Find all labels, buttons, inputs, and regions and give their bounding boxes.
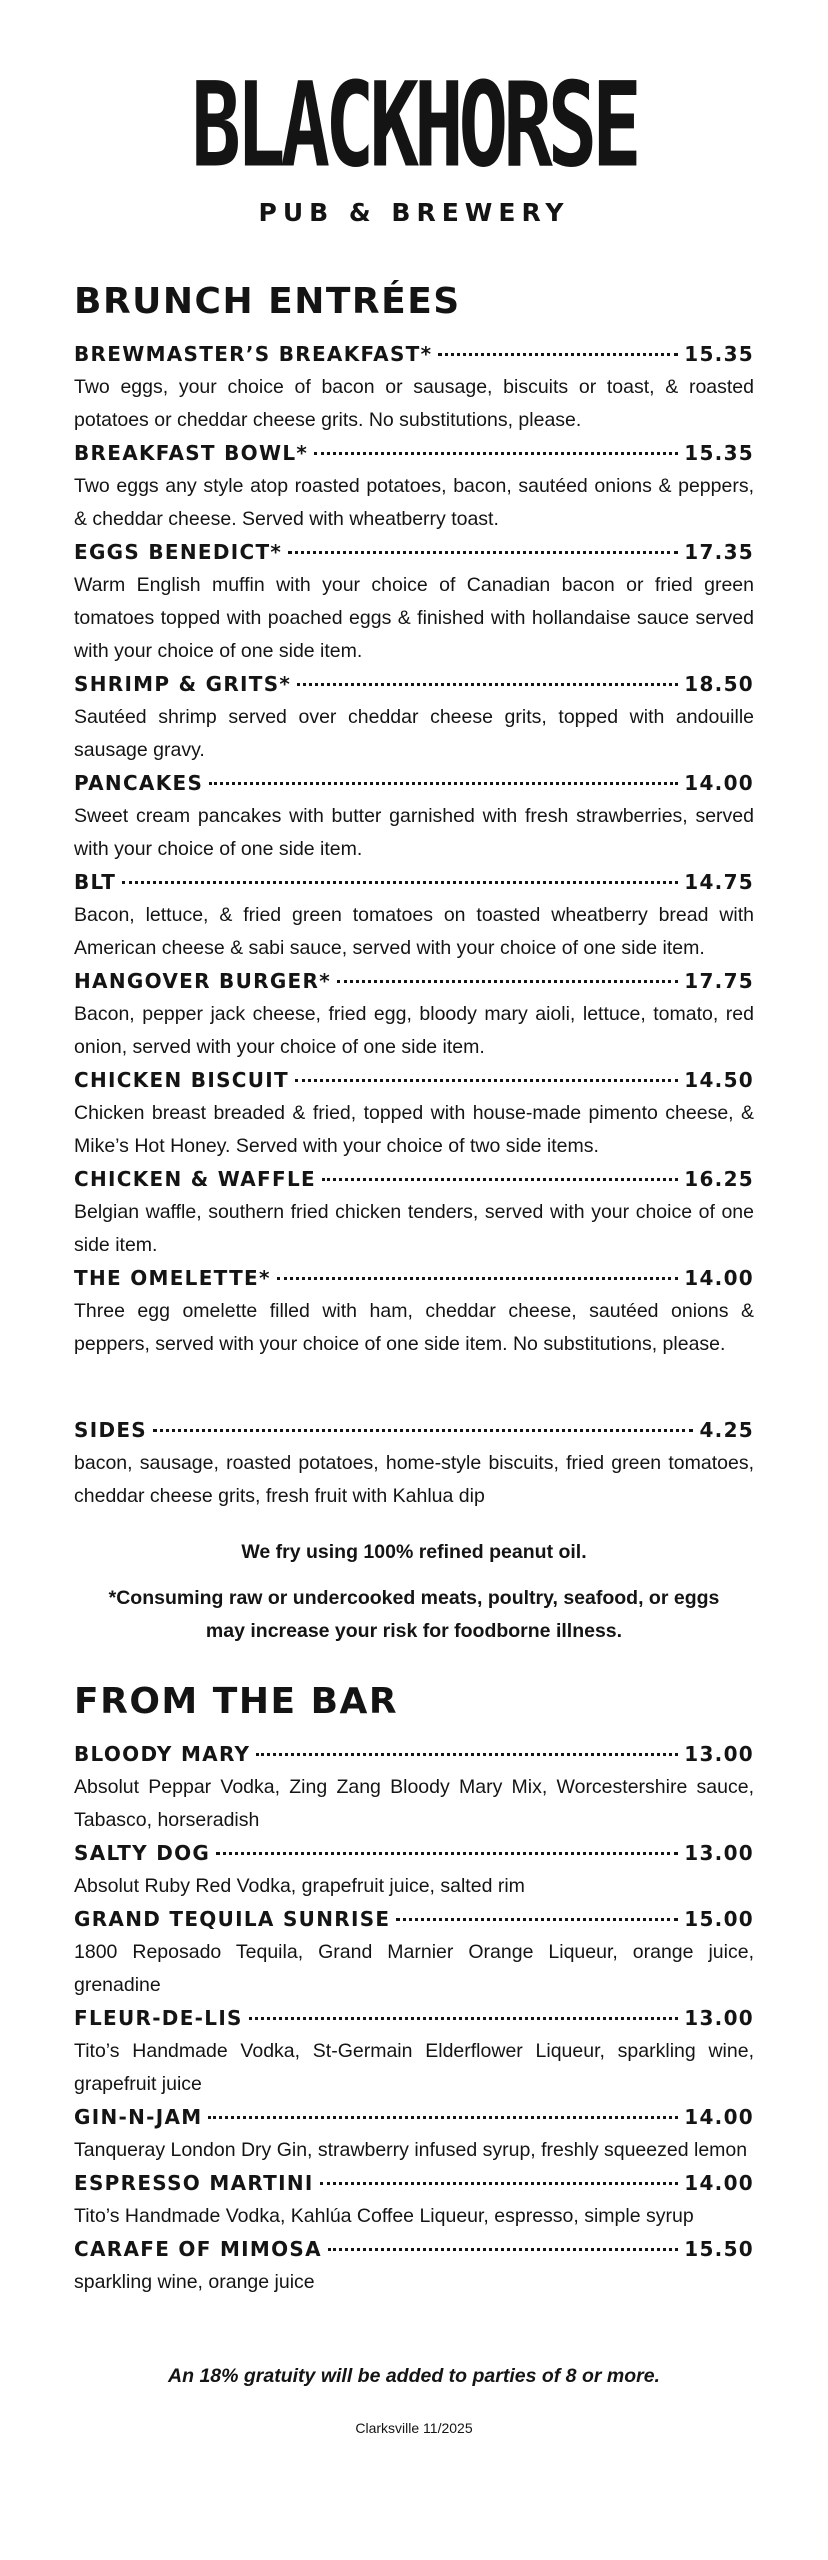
location-date: Clarksville 11/2025 — [355, 2420, 473, 2436]
menu-item — [74, 536, 754, 668]
item-price: 14.00 — [684, 1266, 754, 1290]
dot-leader — [216, 1852, 678, 1855]
peanut-oil-note: We fry using 100% refined peanut oil. — [241, 1541, 587, 1563]
item-description: Absolut Peppar Vodka, Zing Zang Bloody Mary Mix, Worcestershire sauce, Tabasco, horseradish — [74, 1776, 754, 1831]
item-price: 17.35 — [684, 540, 754, 564]
item-name: GIN-N-JAM — [74, 2105, 203, 2129]
item-price: 4.25 — [699, 1418, 754, 1442]
item-name: BLT — [74, 870, 117, 894]
item-name: BLOODY MARY — [74, 1742, 251, 1766]
item-description: Tito’s Handmade Vodka, St-Germain Elderflower Liqueur, sparkling wine, grapefruit juice — [74, 2040, 754, 2095]
item-price: 14.75 — [684, 870, 754, 894]
menu-item — [74, 338, 754, 437]
menu-item-sides — [74, 1414, 754, 1513]
item-name: EGGS BENEDICT* — [74, 540, 283, 564]
item-price: 16.25 — [684, 1167, 754, 1191]
item-description: Bacon, lettuce, & fried green tomatoes on toasted wheatberry bread with American cheese & sabi sauce, served with your choice of one side item. — [74, 904, 754, 959]
item-name: BREWMASTER’S BREAKFAST* — [74, 342, 433, 366]
dot-leader — [320, 2182, 679, 2185]
menu-item — [74, 965, 754, 1064]
item-name: HANGOVER BURGER* — [74, 969, 331, 993]
item-price: 13.00 — [684, 1841, 754, 1865]
menu-item — [74, 668, 754, 767]
menu-item — [74, 1064, 754, 1163]
item-description: Tito’s Handmade Vodka, Kahlúa Coffee Liqueur, espresso, simple syrup — [74, 2205, 694, 2227]
item-description: sparkling wine, orange juice — [74, 2271, 315, 2293]
dot-leader — [337, 980, 678, 983]
item-name: PANCAKES — [74, 771, 204, 795]
item-name: CHICKEN & WAFFLE — [74, 1167, 316, 1191]
item-price: 18.50 — [684, 672, 754, 696]
item-price: 15.35 — [684, 342, 754, 366]
brunch-section-title: BRUNCH ENTRÉES — [74, 281, 461, 322]
item-description: Chicken breast breaded & fried, topped with house-made pimento cheese, & Mike’s Hot Honey. Served with your choice of two side items. — [74, 1102, 754, 1157]
consumption-advisory: *Consuming raw or undercooked meats, poultry, seafood, or eggs may increase your risk for foodborne illness. — [108, 1587, 720, 1642]
item-price: 15.35 — [684, 441, 754, 465]
dot-leader — [314, 452, 678, 455]
item-description: Three egg omelette filled with ham, cheddar cheese, sautéed onions & peppers, served with your choice of one side item. No substitutions, please. — [74, 1300, 754, 1355]
item-description: Two eggs any style atop roasted potatoes, bacon, sautéed onions & peppers, & cheddar cheese. Served with wheatberry toast. — [74, 475, 754, 530]
menu-item — [74, 2002, 754, 2101]
dot-leader — [209, 782, 678, 785]
dot-leader — [256, 1753, 678, 1756]
brand-logo — [0, 56, 828, 227]
dot-leader — [297, 683, 678, 686]
dot-leader — [322, 1178, 678, 1181]
dot-leader — [328, 2248, 678, 2251]
dot-leader — [438, 353, 678, 356]
item-price: 14.00 — [684, 771, 754, 795]
menu-item — [74, 1163, 754, 1262]
brand-name: BLACKHORSE — [191, 56, 637, 194]
menu-item — [74, 2233, 754, 2299]
item-price: 14.50 — [684, 1068, 754, 1092]
dot-leader — [122, 881, 678, 884]
bar-section-title: FROM THE BAR — [74, 1681, 399, 1722]
dot-leader — [249, 2017, 678, 2020]
menu-item — [74, 1738, 754, 1837]
dot-leader — [208, 2116, 678, 2119]
item-name: ESPRESSO MARTINI — [74, 2171, 314, 2195]
item-price: 13.00 — [684, 2006, 754, 2030]
menu-item — [74, 437, 754, 536]
item-description: Absolut Ruby Red Vodka, grapefruit juice, salted rim — [74, 1875, 525, 1897]
item-name: CHICKEN BISCUIT — [74, 1068, 289, 1092]
item-name: GRAND TEQUILA SUNRISE — [74, 1907, 391, 1931]
item-name: SIDES — [74, 1418, 148, 1442]
item-name: BREAKFAST BOWL* — [74, 441, 309, 465]
item-price: 14.00 — [684, 2171, 754, 2195]
item-name: THE OMELETTE* — [74, 1266, 271, 1290]
dot-leader — [153, 1429, 693, 1432]
item-description: Sweet cream pancakes with butter garnished with fresh strawberries, served with your choice of one side item. — [74, 805, 754, 860]
item-name: CARAFE OF MIMOSA — [74, 2237, 322, 2261]
item-price: 15.50 — [684, 2237, 754, 2261]
dot-leader — [396, 1918, 678, 1921]
item-name: SHRIMP & GRITS* — [74, 672, 292, 696]
item-price: 14.00 — [684, 2105, 754, 2129]
menu-item — [74, 1262, 754, 1361]
sides-menu — [74, 1414, 754, 1513]
item-name: SALTY DOG — [74, 1841, 211, 1865]
dot-leader — [277, 1277, 678, 1280]
item-description: Tanqueray London Dry Gin, strawberry infused syrup, freshly squeezed lemon — [74, 2139, 748, 2161]
item-price: 15.00 — [684, 1907, 754, 1931]
item-description: Sautéed shrimp served over cheddar cheese grits, topped with andouille sausage gravy. — [74, 706, 754, 761]
menu-item — [74, 2101, 754, 2167]
item-price: 17.75 — [684, 969, 754, 993]
item-name: FLEUR-DE-LIS — [74, 2006, 243, 2030]
item-description: Bacon, pepper jack cheese, fried egg, bloody mary aioli, lettuce, tomato, red onion, served with your choice of one side item. — [74, 1003, 754, 1058]
item-description: Belgian waffle, southern fried chicken tenders, served with your choice of one side item. — [74, 1201, 754, 1256]
item-description: 1800 Reposado Tequila, Grand Marnier Orange Liqueur, orange juice, grenadine — [74, 1941, 754, 1996]
item-description: Warm English muffin with your choice of Canadian bacon or fried green tomatoes topped with poached eggs & finished with hollandaise sauce served with your choice of one side item. — [74, 574, 754, 662]
brand-tagline: PUB & BREWERY — [258, 198, 570, 227]
item-price: 13.00 — [684, 1742, 754, 1766]
dot-leader — [288, 551, 678, 554]
item-description: bacon, sausage, roasted potatoes, home-style biscuits, fried green tomatoes, cheddar cheese grits, fresh fruit with Kahlua dip — [74, 1452, 754, 1507]
menu-item — [74, 767, 754, 866]
menu-item — [74, 2167, 754, 2233]
menu-item — [74, 1837, 754, 1903]
brunch-menu-list — [74, 338, 754, 1361]
gratuity-note: An 18% gratuity will be added to parties of 8 or more. — [168, 2365, 660, 2387]
menu-item — [74, 866, 754, 965]
item-description: Two eggs, your choice of bacon or sausage, biscuits or toast, & roasted potatoes or cheddar cheese grits. No substitutions, please. — [74, 376, 754, 431]
bar-menu-list — [74, 1738, 754, 2299]
menu-item — [74, 1903, 754, 2002]
dot-leader — [295, 1079, 678, 1082]
